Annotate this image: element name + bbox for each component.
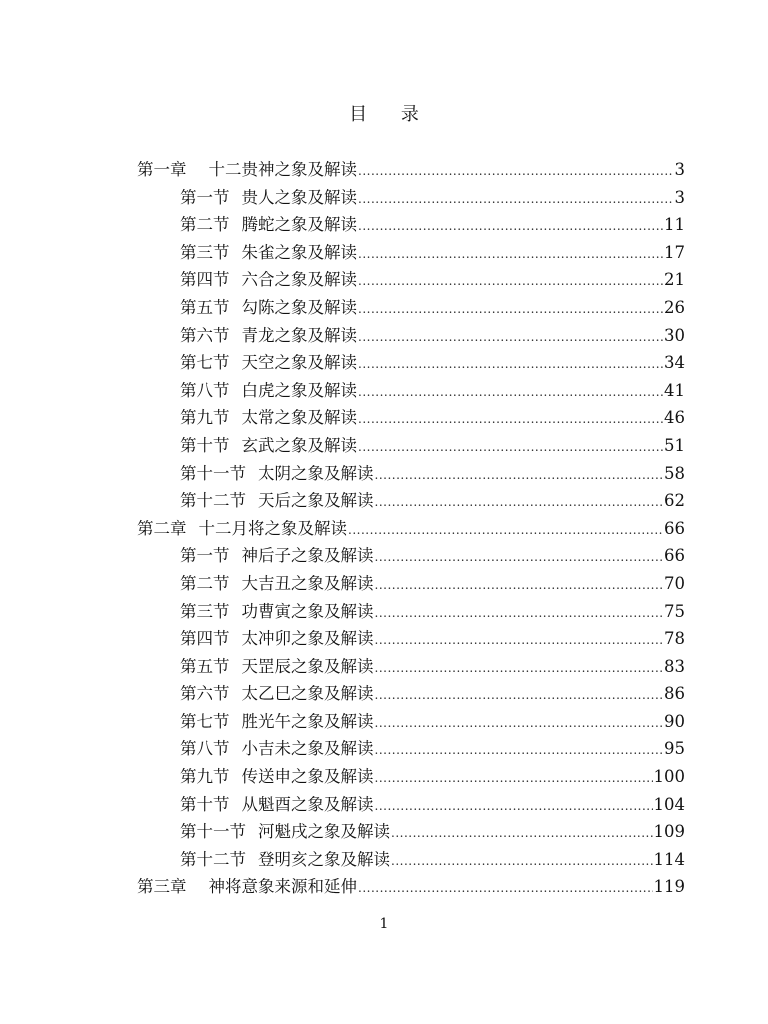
dot-leader [391,820,653,846]
toc-entry-title: 大吉丑之象及解读 [241,573,374,593]
toc-entry-page: 30 [664,325,685,345]
toc-entry-number: 第三节 [180,242,230,262]
toc-entry-title: 太常之象及解读 [241,408,357,428]
toc-section-entry[interactable] [137,266,685,294]
toc-entry-number: 第七节 [180,353,230,373]
toc-entry-page: 46 [664,408,685,428]
toc-entry-number: 第十二节 [180,849,246,869]
toc-entry-number: 第三章 [137,877,187,897]
toc-entry-page: 21 [664,270,685,290]
toc-section-entry[interactable] [137,432,685,460]
toc-section-entry[interactable] [137,239,685,267]
toc-section-entry[interactable] [137,708,685,736]
toc-entry-page: 58 [664,463,685,483]
toc-entry-page: 66 [664,546,685,566]
toc-entry-title: 十二贵神之象及解读 [208,160,357,179]
toc-entry-number: 第五节 [180,656,230,676]
dot-leader [358,241,663,267]
toc-entry-number: 第四节 [180,629,230,649]
dot-leader [375,765,653,791]
toc-entry-title: 从魁酉之象及解读 [241,794,374,814]
toc-section-entry[interactable] [137,542,685,570]
toc-entry-title: 太冲卯之象及解读 [241,629,374,649]
toc-section-entry[interactable] [137,322,685,350]
dot-leader [375,655,664,681]
toc-entry-title: 天罡辰之象及解读 [241,656,374,676]
dot-leader [375,489,664,515]
toc-entry-number: 第一节 [180,546,230,566]
toc-entry-page: 3 [674,187,685,207]
toc-entry-page: 51 [664,435,685,455]
dot-leader [358,875,653,901]
toc-entry-number: 第十一节 [180,463,246,483]
toc-section-entry[interactable] [137,184,685,212]
toc-entry-number: 第六节 [180,325,230,345]
toc-entry-page: 83 [664,656,685,676]
dot-leader [358,268,663,294]
page-title [0,100,768,126]
dot-leader [358,296,663,322]
toc-entry-number: 第四节 [180,270,230,290]
toc-section-entry[interactable] [137,460,685,488]
toc-entry-title: 勾陈之象及解读 [241,297,357,317]
dot-leader [358,351,663,377]
toc-entry-number: 第二章 [137,518,187,538]
toc-entry-page: 119 [653,877,685,897]
dot-leader [358,186,674,212]
toc-entry-page: 34 [664,353,685,373]
toc-entry-page: 41 [664,380,685,400]
table-of-contents [137,156,685,901]
toc-chapter-entry[interactable] [137,873,685,901]
toc-section-entry[interactable] [137,570,685,598]
toc-entry-number: 第八节 [180,739,230,759]
dot-leader [348,517,663,543]
toc-entry-number: 第十节 [180,435,230,455]
toc-entry-page: 100 [653,767,685,787]
page-title-char-1: 目 [349,104,368,125]
toc-entry-page: 3 [674,160,685,179]
toc-chapter-entry[interactable] [137,156,685,184]
toc-entry-title: 玄武之象及解读 [241,435,357,455]
toc-entry-title: 白虎之象及解读 [241,380,357,400]
page-title-char-2: 录 [400,104,419,125]
toc-entry-title: 天后之象及解读 [258,491,374,511]
toc-entry-page: 26 [664,297,685,317]
toc-entry-title: 六合之象及解读 [241,270,357,290]
toc-entry-number: 第八节 [180,380,230,400]
dot-leader [358,379,663,405]
toc-section-entry[interactable] [137,404,685,432]
toc-section-entry[interactable] [137,680,685,708]
dot-leader [358,434,663,460]
toc-chapter-entry[interactable] [137,515,685,543]
toc-entry-title: 太阴之象及解读 [258,463,374,483]
toc-entry-page: 95 [664,739,685,759]
toc-entry-title: 贵人之象及解读 [241,187,357,207]
toc-entry-title: 胜光午之象及解读 [241,711,374,731]
toc-entry-title: 神后子之象及解读 [241,546,374,566]
dot-leader [358,158,674,184]
toc-entry-number: 第九节 [180,767,230,787]
toc-entry-title: 小吉未之象及解读 [241,739,374,759]
dot-leader [391,848,653,874]
toc-entry-number: 第一节 [180,187,230,207]
toc-section-entry[interactable] [137,211,685,239]
toc-entry-title: 功曹寅之象及解读 [241,601,374,621]
dot-leader [375,544,664,570]
toc-entry-number: 第十一节 [180,822,246,842]
toc-entry-number: 第二节 [180,573,230,593]
toc-entry-title: 河魁戌之象及解读 [258,822,390,842]
toc-section-entry[interactable] [137,791,685,819]
dot-leader [375,737,664,763]
toc-entry-title: 传送申之象及解读 [241,767,374,787]
dot-leader [358,213,663,239]
toc-entry-title: 青龙之象及解读 [241,325,357,345]
toc-entry-number: 第十节 [180,794,230,814]
toc-entry-title: 天空之象及解读 [241,353,357,373]
toc-entry-number: 第三节 [180,601,230,621]
dot-leader [375,627,664,653]
toc-entry-number: 第二节 [180,215,230,235]
toc-entry-title: 太乙巳之象及解读 [241,684,374,704]
toc-section-entry[interactable] [137,598,685,626]
toc-section-entry[interactable] [137,625,685,653]
dot-leader [375,572,664,598]
toc-entry-number: 第七节 [180,711,230,731]
toc-entry-page: 109 [653,822,685,842]
toc-entry-page: 86 [664,684,685,704]
dot-leader [375,793,653,819]
toc-entry-title: 腾蛇之象及解读 [241,215,357,235]
dot-leader [358,406,663,432]
toc-entry-title: 登明亥之象及解读 [258,849,390,869]
toc-entry-page: 75 [664,601,685,621]
toc-entry-page: 90 [664,711,685,731]
toc-entry-page: 17 [664,242,685,262]
toc-section-entry[interactable] [137,846,685,874]
dot-leader [375,710,664,736]
dot-leader [358,324,663,350]
toc-entry-title: 十二月将之象及解读 [198,518,347,538]
toc-entry-page: 62 [664,491,685,511]
dot-leader [375,600,664,626]
toc-entry-page: 114 [653,849,685,869]
page-number: 1 [379,916,389,932]
toc-entry-number: 第十二节 [180,491,246,511]
toc-section-entry[interactable] [137,294,685,322]
dot-leader [375,462,664,488]
toc-section-entry[interactable] [137,377,685,405]
toc-entry-number: 第九节 [180,408,230,428]
toc-section-entry[interactable] [137,653,685,681]
toc-entry-page: 104 [653,794,685,814]
toc-entry-page: 70 [664,573,685,593]
toc-entry-title: 朱雀之象及解读 [241,242,357,262]
toc-section-entry[interactable] [137,818,685,846]
dot-leader [375,682,664,708]
toc-section-entry[interactable] [137,349,685,377]
toc-section-entry[interactable] [137,763,685,791]
toc-entry-page: 78 [664,629,685,649]
toc-entry-page: 11 [664,215,685,235]
toc-entry-page: 66 [664,518,685,538]
toc-entry-title: 神将意象来源和延伸 [208,877,357,897]
toc-section-entry[interactable] [137,487,685,515]
toc-entry-number: 第一章 [137,160,187,179]
toc-entry-number: 第五节 [180,297,230,317]
toc-section-entry[interactable] [137,735,685,763]
toc-entry-number: 第六节 [180,684,230,704]
